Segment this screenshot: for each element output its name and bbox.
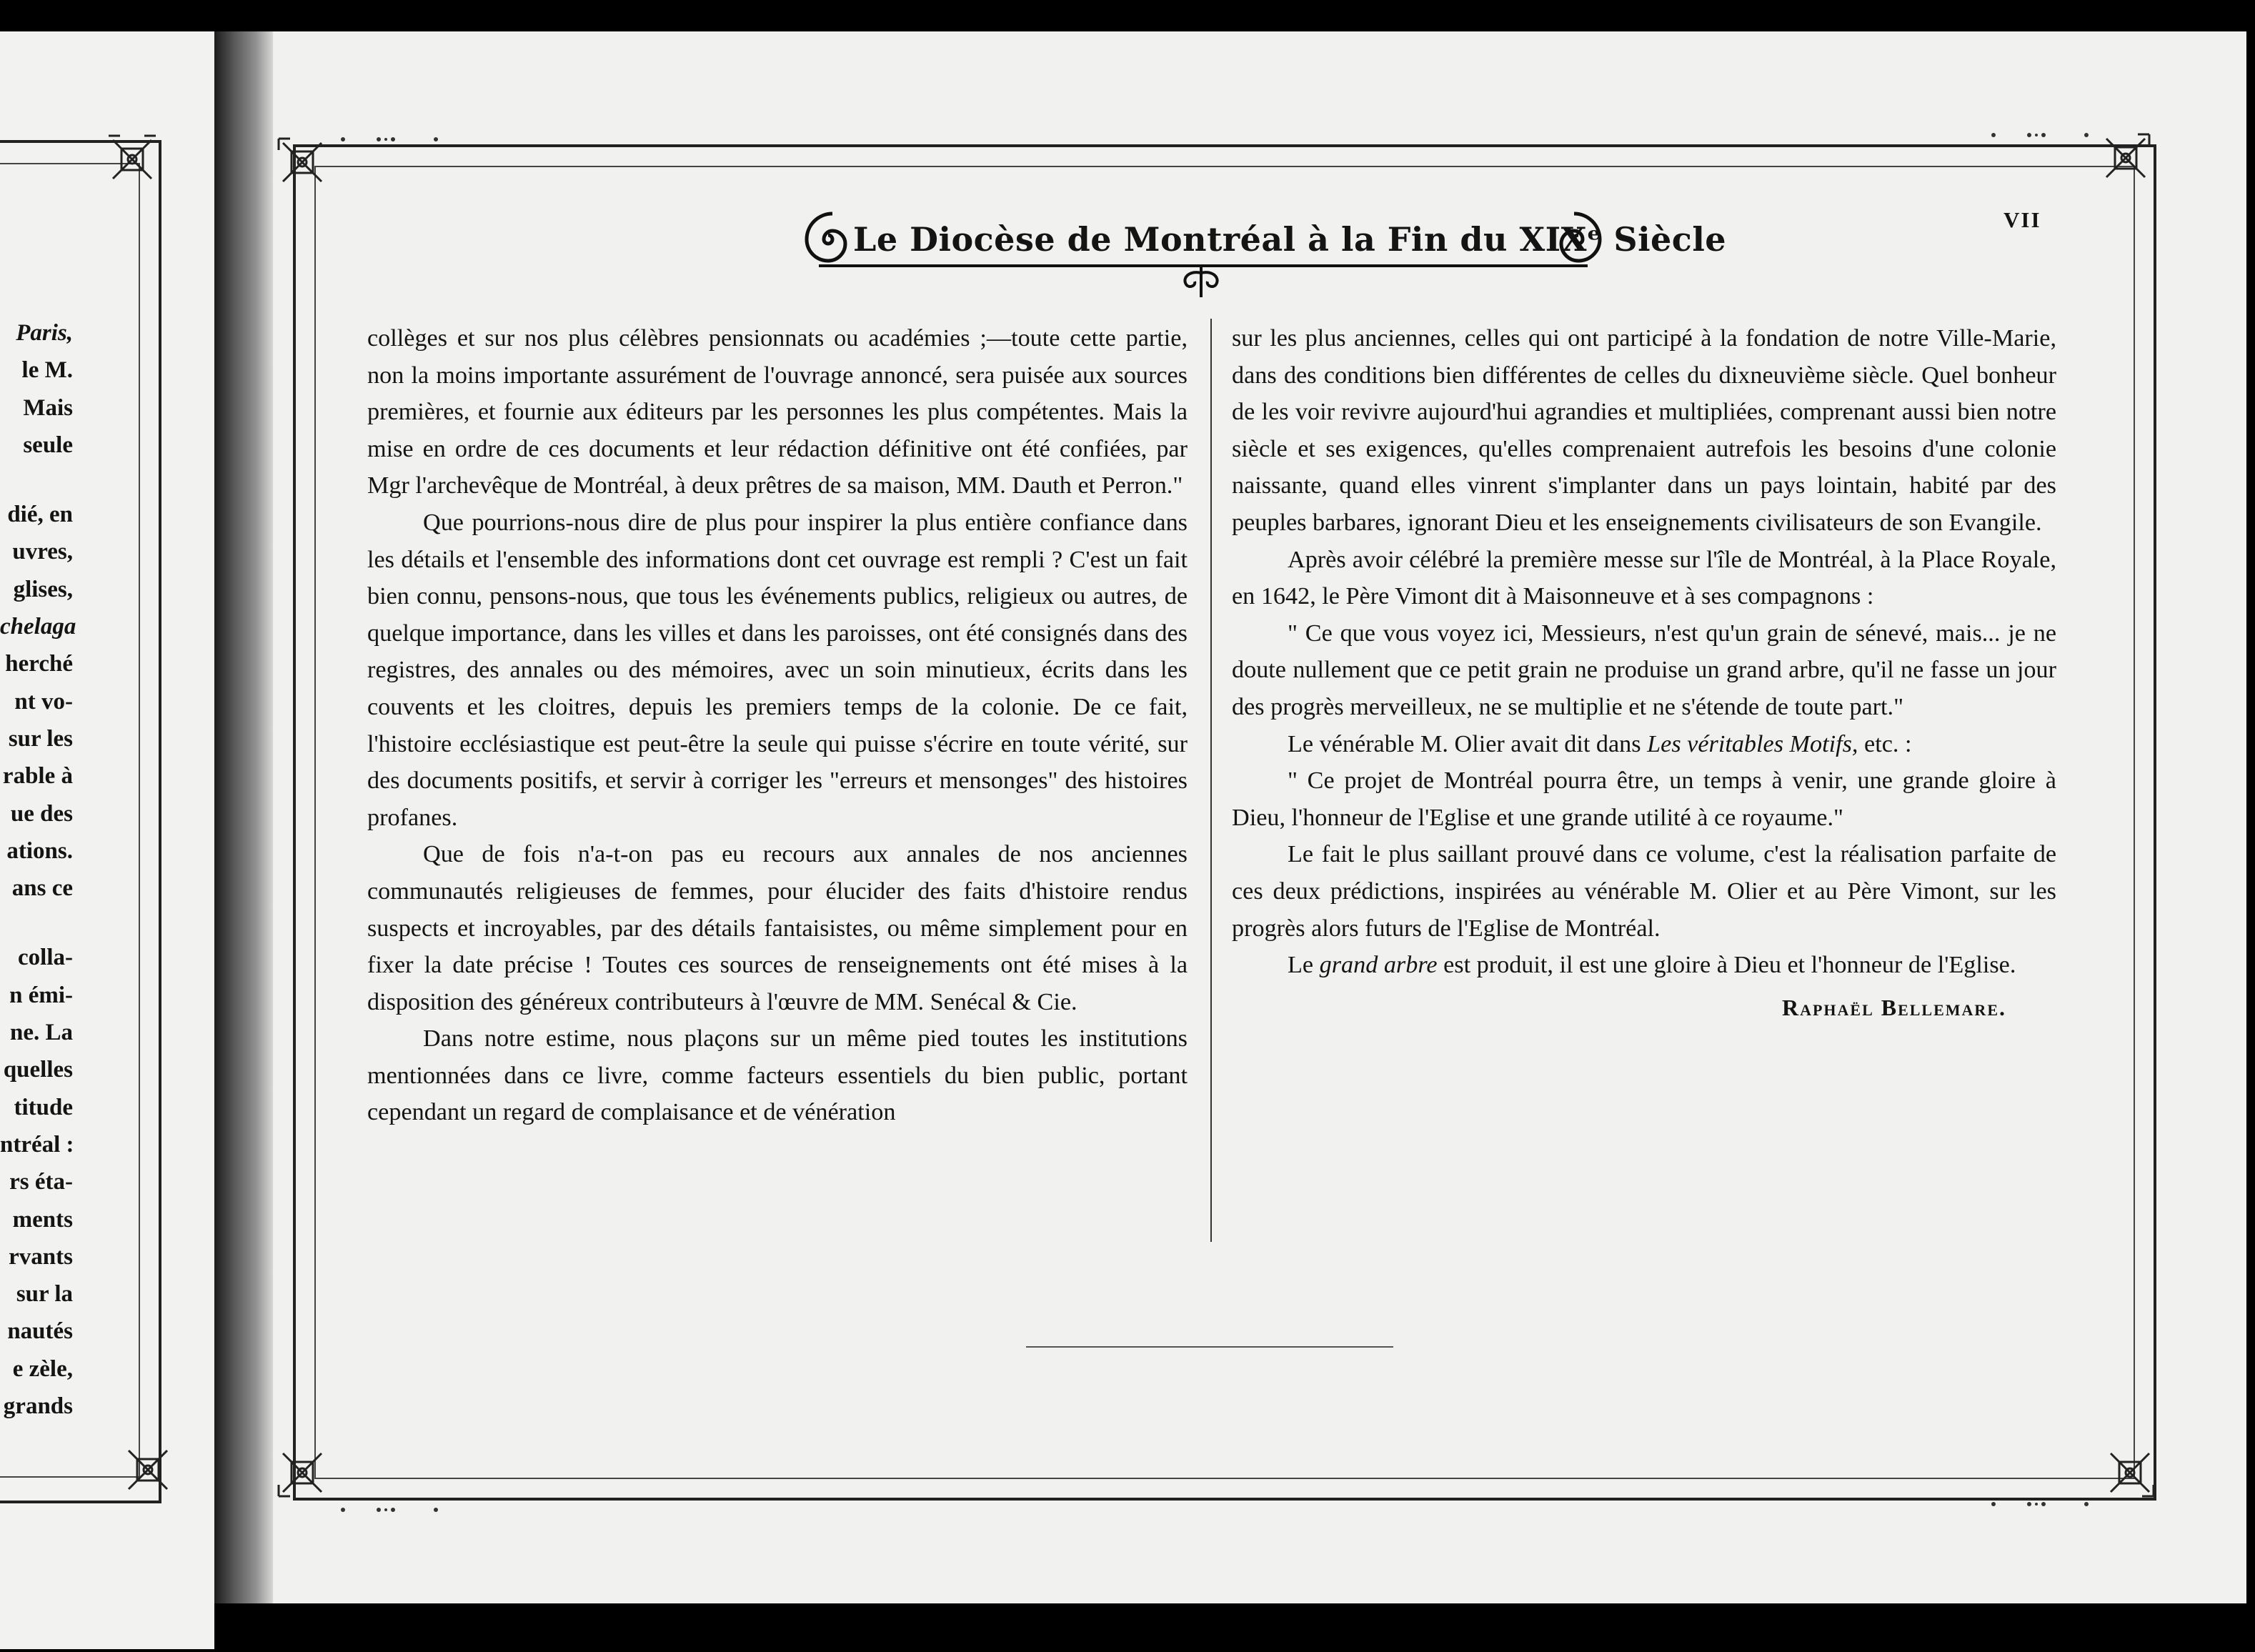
column-divider bbox=[1210, 319, 1212, 1242]
header-title: Le Diocèse de Montréal à la Fin du XIXᵉ Siècle bbox=[853, 220, 1727, 259]
paragraph: Le fait le plus saillant prouvé dans ce volume, c'est la réalisation parfaite de ces deux prédictions, inspirées au vénérable M. Olier et au Père Vimont, sur les progrès alors futurs de l'Eglise de Montréal. bbox=[1232, 841, 2056, 942]
frame-dot-ornament bbox=[1986, 1501, 2094, 1508]
left-line: ments bbox=[12, 1206, 73, 1233]
paragraph: sur les plus anciennes, celles qui ont participé à la fondation de notre Ville-Marie, dans des conditions bien différentes de celles du dixneuvième siècle. Quel bonheur de les voir revivre aujourd'hui agrandies et multipliées, comprenant aussi bien notre siècle et ses exigences, qu'elles comprenaient autrefois les besoins d'une colonie naissante, quand elles vinrent s'implanter dans un pays lointain, habité par des peuples barbares, ignorant Dieu et les enseignements civilisateurs de son Evangile. bbox=[1232, 325, 2056, 536]
paragraph: collèges et sur nos plus célèbres pensionnats ou académies ;—toute cette partie, non la moins importante assurément de l'ouvrage annoncé, sera puisée aux sources premières, et fournie aux éditeurs par les personnes les plus compétentes. Mais la mise en ordre de ces documents et leur rédaction définitive ont été confiées, par Mgr l'archevêque de Montréal, à deux prêtres de sa maison, MM. Dauth et Perron." bbox=[367, 325, 1188, 499]
text-run: Le bbox=[1288, 952, 1320, 979]
left-line: herché bbox=[5, 651, 73, 677]
frame-dot-ornament bbox=[336, 136, 443, 143]
left-top-right-corner-ornament bbox=[106, 133, 159, 186]
left-line: ue des bbox=[10, 800, 73, 827]
left-line: glises, bbox=[13, 576, 73, 602]
emphasis: grand arbre bbox=[1319, 952, 1438, 979]
right-swirl-icon bbox=[1548, 209, 1609, 270]
left-line: rable à bbox=[2, 763, 73, 790]
left-line: ans ce bbox=[11, 875, 73, 902]
left-line: Mais bbox=[23, 394, 73, 421]
top-left-corner-ornament bbox=[276, 136, 329, 189]
left-line: nt vo- bbox=[14, 688, 73, 715]
bottom-left-corner-ornament bbox=[276, 1446, 329, 1499]
text-run: Le vénérable M. Olier avait dit dans bbox=[1288, 730, 1648, 757]
book-spine bbox=[214, 31, 273, 1603]
left-line: ntréal : bbox=[0, 1131, 74, 1158]
text-run: etc. : bbox=[1858, 730, 1912, 757]
left-line: dié, en bbox=[7, 502, 73, 528]
text-run: est produit, il est une gloire à Dieu et l'honneur de l'Eglise. bbox=[1437, 952, 2016, 979]
text-column-right bbox=[1232, 320, 2056, 1026]
quotation-paragraph: " Ce que vous voyez ici, Messieurs, n'est qu'un grain de sénevé, mais... je ne doute nullement que ce petit grain ne produise un grand arbre, qu'il ne fasse un jour des progrès merveilleux, ne se multiplie et ne s'étende de toute part." bbox=[1232, 620, 2056, 720]
left-line: quelles bbox=[3, 1057, 73, 1083]
left-line: chelaga bbox=[0, 614, 76, 640]
paragraph: Que de fois n'a-t-on pas eu recours aux annales de nos anciennes communautés religieuses de femmes, pour élucider des faits d'histoire rendus suspects et incroyables, par des détails fantaisistes, ou même simplement pour en fixer la date précise ! Toutes ces sources de renseignements ont été mises à la disposition des généreux contributeurs à l'œuvre de MM. Senécal & Cie. bbox=[367, 841, 1188, 1015]
book-title: Les véritables Motifs, bbox=[1647, 730, 1858, 757]
left-line: ne. La bbox=[9, 1020, 73, 1046]
left-line: sur la bbox=[16, 1281, 73, 1308]
text-column-left bbox=[367, 320, 1188, 1131]
left-line: le M. bbox=[21, 357, 73, 384]
left-line: sur les bbox=[8, 725, 73, 752]
left-line: e zèle, bbox=[12, 1355, 73, 1382]
bottom-right-corner-ornament bbox=[2104, 1446, 2156, 1499]
left-line: seule bbox=[23, 432, 73, 458]
left-page-text-fragments bbox=[0, 314, 76, 1425]
left-line: rvants bbox=[9, 1243, 73, 1270]
quotation-paragraph: " Ce projet de Montréal pourra être, un temps à venir, une grande gloire à Dieu, l'honneur de l'Eglise et une grande utilité à ce royaume." bbox=[1232, 767, 2056, 831]
left-line: Paris, bbox=[16, 320, 73, 346]
closing-rule bbox=[1026, 1346, 1393, 1348]
left-line: rs éta- bbox=[9, 1169, 73, 1195]
paragraph: Après avoir célébré la première messe sur l'île de Montréal, à la Place Royale, en 1642, le Père Vimont dit à Maisonneuve et à ses compagnons : bbox=[1232, 546, 2056, 610]
left-line: n émi- bbox=[9, 982, 73, 1008]
left-line: ations. bbox=[6, 837, 73, 864]
paragraph: Que pourrions-nous dire de plus pour inspirer la plus entière confiance dans les détails et l'ensemble des informations dont cet ouvrage est rempli ? C'est un fait bien connu, pensons-nous, que tous les événements publics, religieux ou autres, de quelque importance, dans les villes et dans les paroisses, ont été consignés dans des registres, des annales ou des mémoires, avec un soin minutieux, écrits dans les couvents et les cloitres, depuis les premiers temps de la colonie. De ce fait, l'histoire ecclésiastique est peut-être la seule qui puisse s'écrire en toute vérité, sur des documents positifs, et servir à corriger les "erreurs et mensonges" des histoires profanes. bbox=[367, 509, 1188, 831]
left-line: nautés bbox=[7, 1318, 73, 1345]
frame-dot-ornament bbox=[336, 1506, 443, 1513]
left-line: uvres, bbox=[12, 539, 73, 565]
top-right-corner-ornament bbox=[2099, 131, 2152, 184]
left-bottom-right-corner-ornament bbox=[121, 1443, 174, 1496]
paragraph bbox=[1232, 947, 2056, 984]
left-line: grands bbox=[3, 1393, 73, 1420]
fleuron-icon bbox=[1176, 264, 1226, 300]
paragraph: Dans notre estime, nous plaçons sur un même pied toutes les institutions mentionnées dans ce livre, comme facteurs essentiels du bien public, portant cependant un regard de complaisance et de vénération bbox=[367, 1025, 1188, 1126]
left-swirl-icon bbox=[797, 209, 859, 270]
paragraph bbox=[1232, 726, 2056, 763]
running-header bbox=[797, 209, 1727, 273]
page-number: VII bbox=[2003, 207, 2041, 232]
signature: Raphaël Bellemare. bbox=[1781, 994, 2006, 1020]
frame-dot-ornament bbox=[1986, 131, 2094, 139]
left-line: titude bbox=[14, 1094, 73, 1120]
left-line: colla- bbox=[18, 945, 73, 971]
